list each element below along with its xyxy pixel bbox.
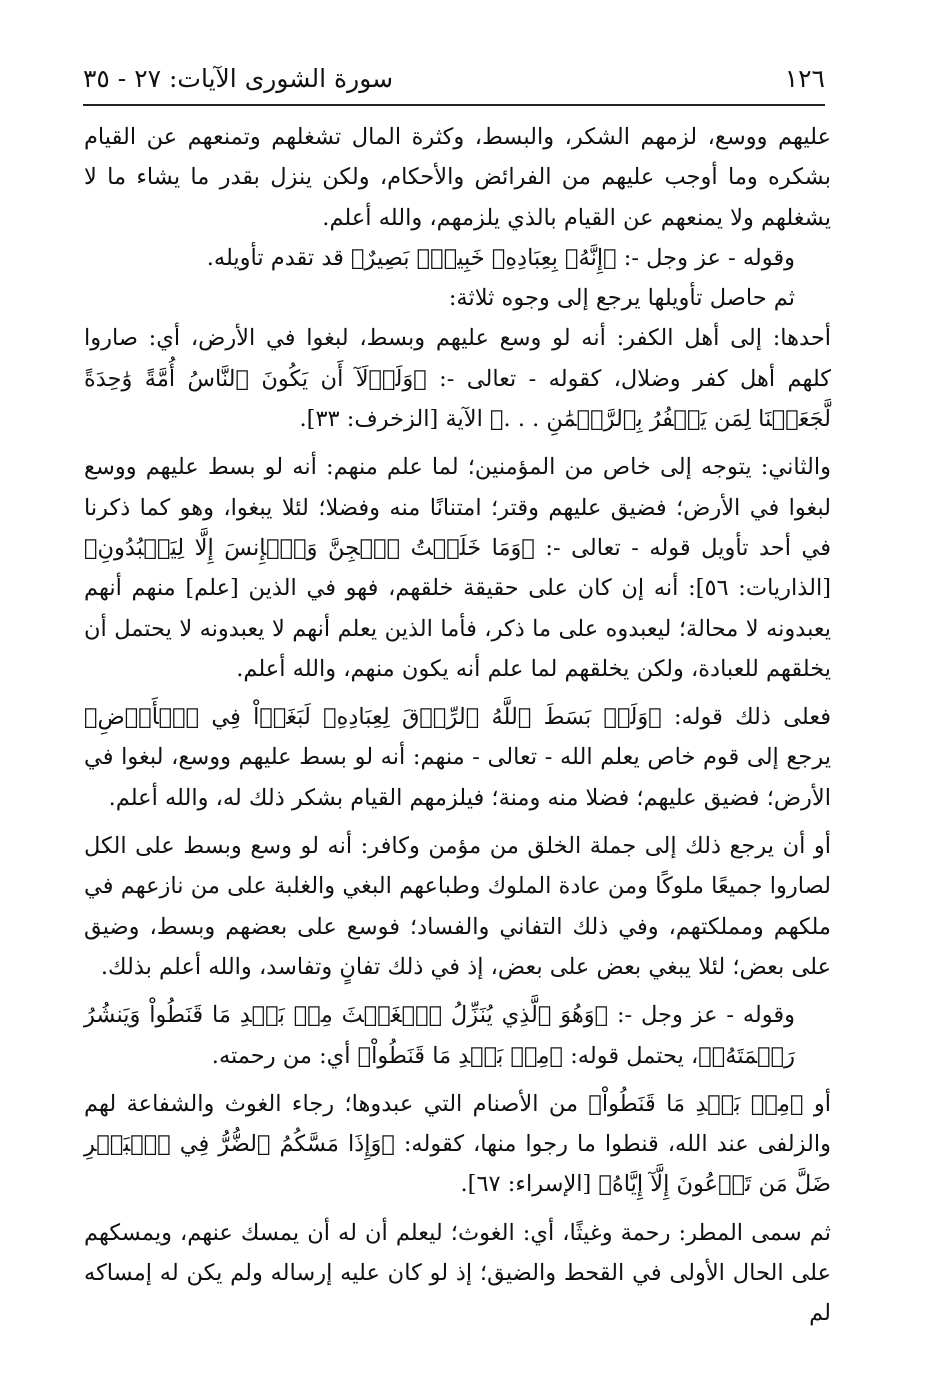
header-rule	[83, 104, 825, 106]
paragraph-4: أحدها: إلى أهل الكفر: أنه لو وسع عليهم وبسط، لبغوا في الأرض، أي: صاروا كلهم أهل كفر وضلال، كقوله - تعالى -: ﴿وَلَوۡلَآ أَن يَكُونَ ٱلنَّاسُ أُمَّةً وَٰحِدَةً لَّجَعَلۡنَا لِمَن يَكۡفُرُ بِٱلرَّحۡمَٰنِ . . .﴾ الآية [الزخرف: ٣٣].	[84, 325, 831, 433]
paragraph-9: أو ﴿مِنۢ بَعۡدِ مَا قَنَطُواْ﴾ من الأصنام التي عبدوها؛ رجاء الغوث والشفاعة لهم والزلفى عند الله، قنطوا ما رجوا منها، كقوله: ﴿وَإِذَا مَسَّكُمُ ٱلضُّرُّ فِي ٱلۡبَحۡرِ ضَلَّ مَن تَدۡعُونَ إِلَّآ إِيَّاهُ﴾ [الإسراء: ٦٧].	[84, 1090, 831, 1198]
page-body	[84, 117, 831, 1334]
paragraph-7: أو أن يرجع ذلك إلى جملة الخلق من مؤمن وكافر: أنه لو وسع وبسط على الكل لصاروا جميعًا ملوكًا ومن عادة الملوك وطباعهم البغي والغلبة على من نازعهم في ملكهم ومملكتهم، وفي ذلك التفاني والفساد؛ فوسع على بعضهم وبسط، وضيق على بعض؛ لئلا يبغي بعض على بعض، إذ في ذلك تفانٍ وتفاسد، والله أعلم بذلك.	[84, 833, 831, 980]
page-header	[83, 56, 825, 100]
paragraph-1: عليهم ووسع، لزمهم الشكر، والبسط، وكثرة المال تشغلهم وتمنعهم عن القيام بشكره وما أوجب عليهم من الفرائض والأحكام، ولكن ينزل بقدر ما يشاء ما لا يشغلهم ولا يمنعهم عن القيام بالذي يلزمهم، والله أعلم.	[84, 124, 831, 231]
running-title: سورة الشورى الآيات: ٢٧ - ٣٥	[83, 63, 394, 93]
paragraph-8: وقوله - عز وجل -: ﴿وَهُوَ ٱلَّذِي يُنَزِّلُ ٱلۡغَيۡثَ مِنۢ بَعۡدِ مَا قَنَطُواْ وَيَنشُرُ رَحۡمَتَهُۥ﴾، يحتمل قوله: ﴿مِنۢ بَعۡدِ مَا قَنَطُواْ﴾ أي: من رحمته.	[84, 1002, 795, 1069]
page-number: ١٢٦	[784, 63, 825, 93]
paragraph-6: فعلى ذلك قوله: ﴿وَلَوۡ بَسَطَ ٱللَّهُ ٱلرِّزۡقَ لِعِبَادِهِۦ لَبَغَوۡاْ فِي ٱلۡأَرۡضِ﴾ يرجع إلى قوم خاص يعلم الله - تعالى - منهم: أنه لو بسط عليهم ووسع، لبغوا في الأرض؛ فضيق عليهم؛ فضلا منه ومنة؛ فيلزمهم القيام بشكر ذلك له، والله أعلم.	[84, 704, 831, 811]
paragraph-3: ثم حاصل تأويلها يرجع إلى وجوه ثلاثة:	[448, 285, 795, 312]
paragraph-5: والثاني: يتوجه إلى خاص من المؤمنين؛ لما علم منهم: أنه لو بسط عليهم ووسع لبغوا في الأرض؛ فضيق عليهم وقتر؛ امتنانًا منه وفضلا؛ لئلا يبغوا، وهو كما ذكرنا في أحد تأويل قوله - تعالى -: ﴿وَمَا خَلَقۡتُ ٱلۡجِنَّ وَٱلۡإِنسَ إِلَّا لِيَعۡبُدُونِ﴾ [الذاريات: ٥٦]: أنه إن كان على حقيقة خلقهم، فهو في الذين [علم] منهم أنهم يعبدونه لا محالة؛ ليعبدوه على ما ذكر، فأما الذين يعلم أنهم لا يعبدونه لا يحتمل أن يخلقهم للعبادة، ولكن يخلقهم لما علم أنه يكون منهم، والله أعلم.	[84, 454, 831, 682]
paragraph-2: وقوله - عز وجل -: ﴿إِنَّهُۥ بِعِبَادِهِۦ خَبِيرُۢ بَصِيرٌ﴾ قد تقدم تأويله.	[206, 244, 795, 271]
paragraph-10: ثم سمى المطر: رحمة وغيثًا، أي: الغوث؛ ليعلم أن له أن يمسك عنهم، ويمسكهم على الحال الأولى في القحط والضيق؛ إذ لو كان عليه إرساله ولم يكن له إمساكه لم	[84, 1219, 831, 1327]
